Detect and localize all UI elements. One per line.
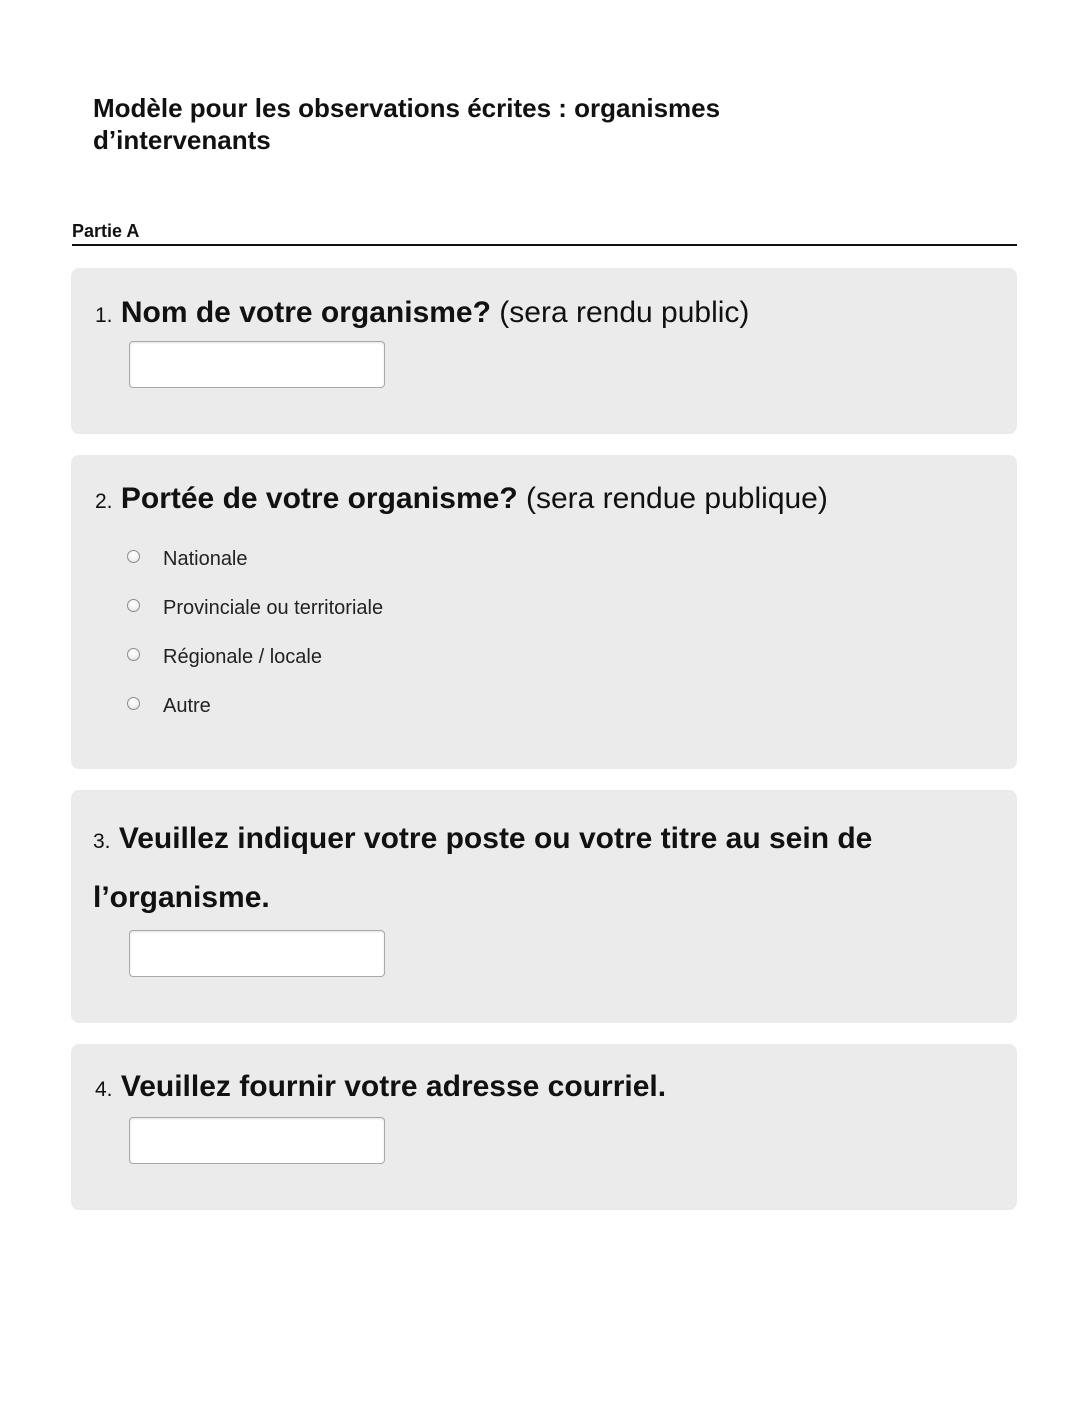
question-3-card [71,790,1017,1023]
question-label: Veuillez indiquer votre poste ou votre titre au sein de l’organisme. [93,822,873,914]
radio-button[interactable] [127,697,140,710]
question-number: 1. [95,304,113,327]
scope-option-nationale[interactable] [127,535,383,584]
scope-option-regionale[interactable] [127,633,383,682]
document-title: Modèle pour les observations écrites : organismes d’intervenants [93,93,721,155]
scope-radio-group [127,535,383,731]
section-label: Partie A [72,221,140,241]
question-label: Nom de votre organisme? [120,296,491,329]
radio-label: Nationale [163,548,248,570]
radio-label: Autre [163,695,211,717]
question-number: 3. [93,830,111,853]
question-label: Veuillez fournir votre adresse courriel. [120,1070,667,1103]
question-note: (sera rendue publique) [526,482,828,515]
question-4-text [95,1059,997,1118]
question-1-card [71,268,1017,434]
radio-button[interactable] [127,550,140,563]
position-title-input[interactable] [129,930,385,977]
question-label: Portée de votre organisme? [120,482,518,515]
radio-label: Provinciale ou territoriale [163,597,384,619]
radio-button[interactable] [127,599,140,612]
scope-option-autre[interactable] [127,682,383,731]
organization-name-input[interactable] [129,341,385,388]
question-note: (sera rendu public) [499,296,750,329]
section-header [72,218,1017,246]
radio-button[interactable] [127,648,140,661]
question-2-card [71,455,1017,769]
scope-option-provinciale[interactable] [127,584,383,633]
email-input[interactable] [129,1117,385,1164]
question-2-text [95,471,997,530]
question-number: 4. [95,1078,113,1101]
radio-label: Régionale / locale [163,646,322,668]
question-number: 2. [95,490,113,513]
question-1-text [95,285,997,344]
question-3-text [93,811,977,926]
question-4-card [71,1044,1017,1210]
